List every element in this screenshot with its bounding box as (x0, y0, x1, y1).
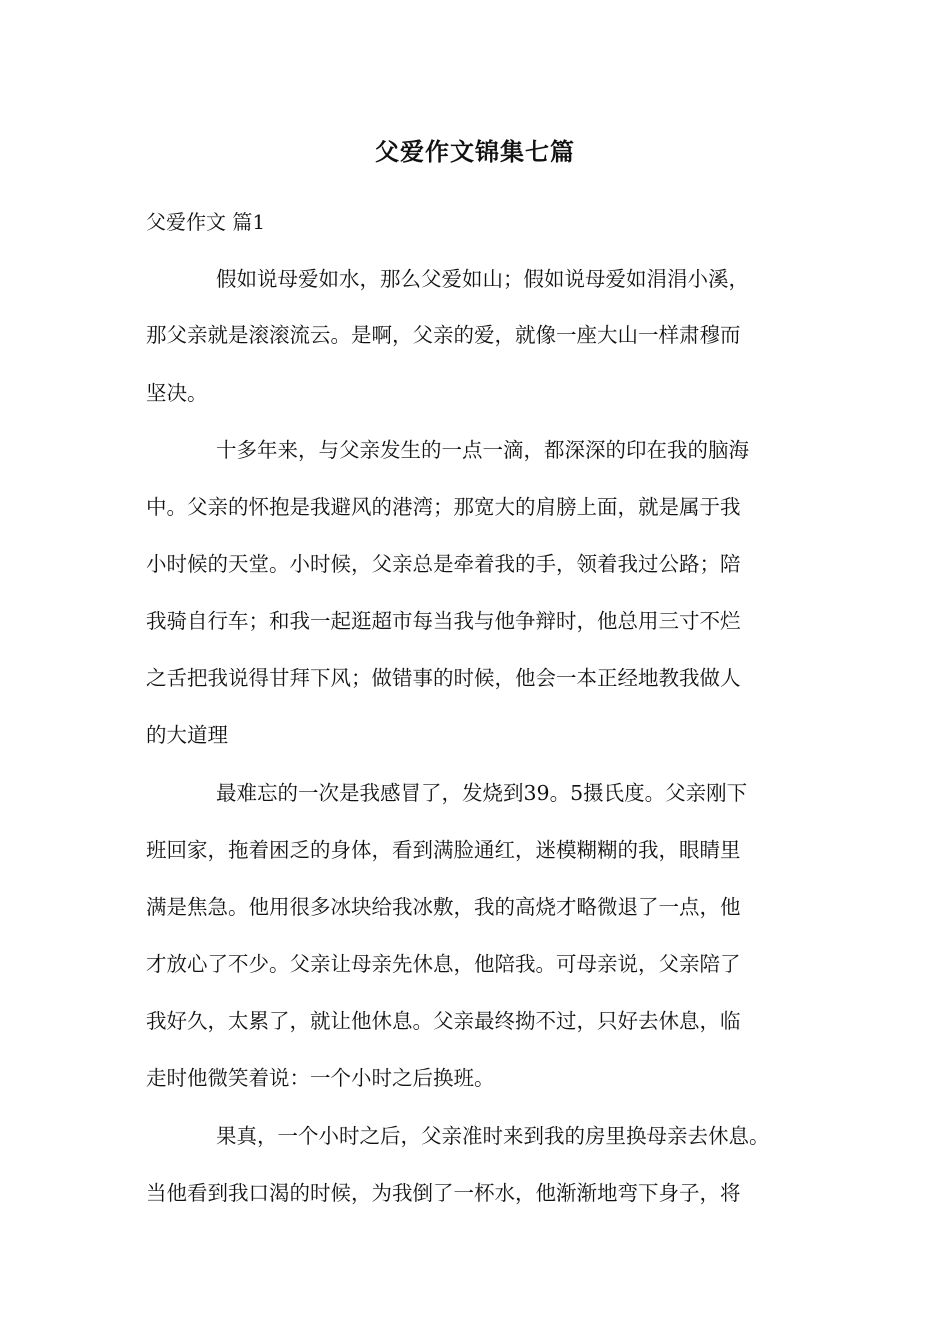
paragraph-line: 小时候的天堂。小时候，父亲总是牵着我的手，领着我过公路；陪 (146, 552, 741, 576)
paragraph-line: 果真，一个小时之后，父亲准时来到我的房里换母亲去休息。 (216, 1124, 770, 1148)
paragraph-line: 当他看到我口渴的时候，为我倒了一杯水，他渐渐地弯下身子，将 (146, 1181, 741, 1205)
section-heading: 父爱作文 篇1 (146, 210, 266, 234)
paragraph-line: 假如说母爱如水，那么父爱如山；假如说母爱如涓涓小溪， (216, 267, 749, 291)
paragraph-line: 的大道理 (146, 723, 228, 747)
paragraph-line: 之舌把我说得甘拜下风；做错事的时候，他会一本正经地教我做人 (146, 666, 741, 690)
paragraph-line: 才放心了不少。父亲让母亲先休息，他陪我。可母亲说，父亲陪了 (146, 952, 741, 976)
document-title: 父爱作文锦集七篇 (375, 137, 575, 166)
paragraph-line: 十多年来，与父亲发生的一点一滴，都深深的印在我的脑海 (216, 438, 749, 462)
paragraph-line: 中。父亲的怀抱是我避风的港湾；那宽大的肩膀上面，就是属于我 (146, 495, 741, 519)
paragraph-line: 最难忘的一次是我感冒了，发烧到39。5摄氏度。父亲刚下 (216, 781, 748, 805)
paragraph-line: 班回家，拖着困乏的身体，看到满脸通红，迷模糊糊的我，眼睛里 (146, 838, 741, 862)
paragraph-line: 满是焦急。他用很多冰块给我冰敷，我的高烧才略微退了一点，他 (146, 895, 741, 919)
paragraph-line: 坚决。 (146, 381, 208, 405)
paragraph-line: 走时他微笑着说：一个小时之后换班。 (146, 1066, 495, 1090)
paragraph-line: 那父亲就是滚滚流云。是啊，父亲的爱，就像一座大山一样肃穆而 (146, 323, 741, 347)
paragraph-line: 我骑自行车；和我一起逛超市每当我与他争辩时，他总用三寸不烂 (146, 609, 741, 633)
paragraph-line: 我好久，太累了，就让他休息。父亲最终拗不过，只好去休息，临 (146, 1009, 741, 1033)
